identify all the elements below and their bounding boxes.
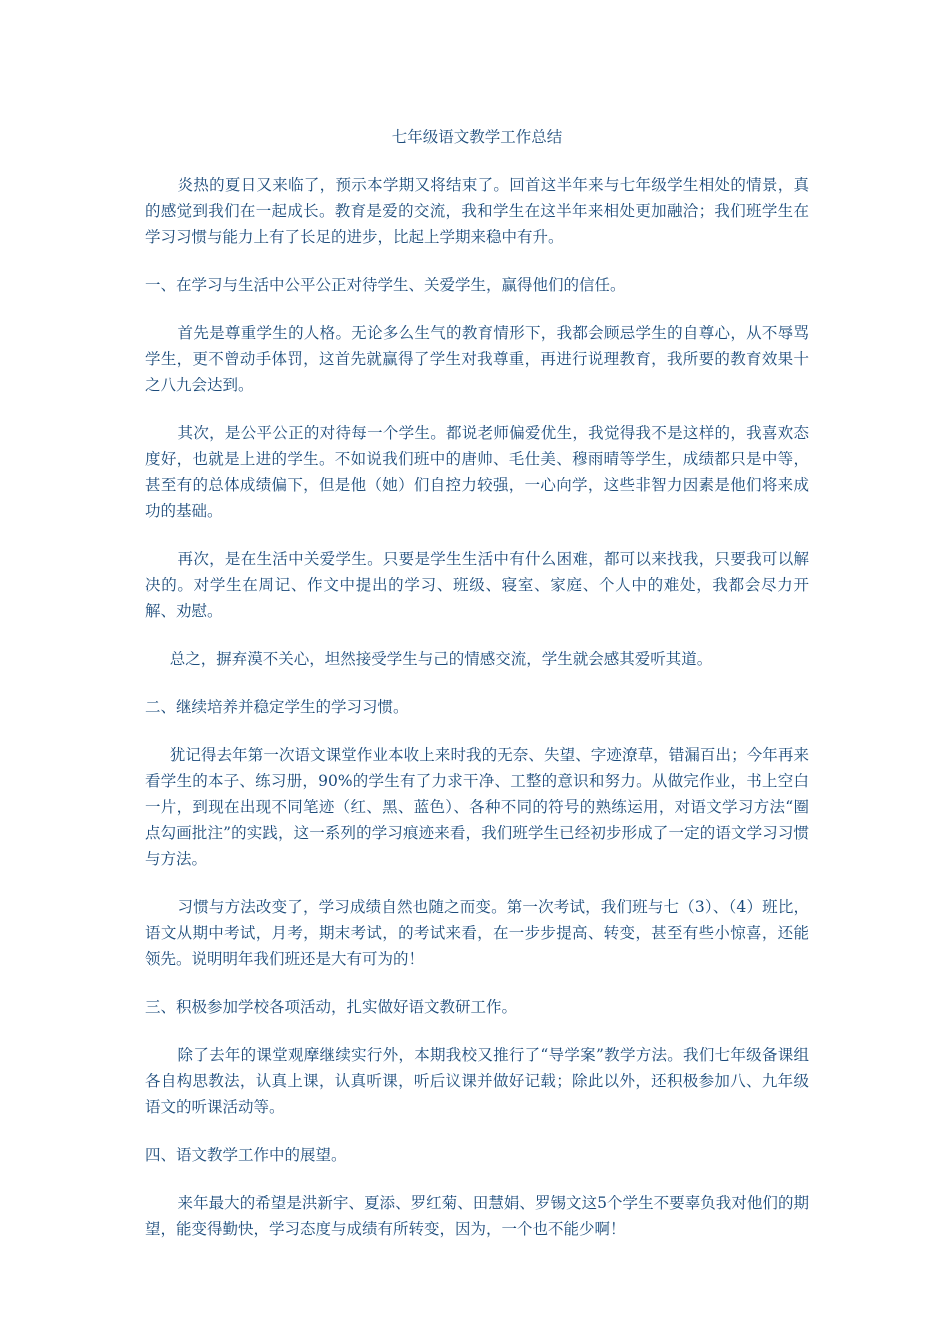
section-4-paragraph-1: 来年最大的希望是洪新宇、夏添、罗红菊、田慧娟、罗锡文这5个学生不要辜负我对他们的期望，能变得勤快，学习态度与成绩有所转变，因为，一个也不能少啊！	[145, 1194, 809, 1238]
section-3-heading: 三、积极参加学校各项活动，扎实做好语文教研工作。	[145, 998, 518, 1016]
section-1-paragraph-1: 首先是尊重学生的人格。无论多么生气的教育情形下，我都会顾忌学生的自尊心，从不辱骂学生，更不曾动手体罚，这首先就赢得了学生对我尊重，再进行说理教育，我所要的教育效果十之八九会达到。	[145, 324, 809, 394]
intro-paragraph: 炎热的夏日又来临了，预示本学期又将结束了。回首这半年来与七年级学生相处的情景，真的感觉到我们在一起成长。教育是爱的交流，我和学生在这半年来相处更加融洽；我们班学生在学习习惯与能力上有了长足的进步，比起上学期来稳中有升。	[145, 176, 809, 246]
section-2-heading: 二、继续培养并稳定学生的学习习惯。	[145, 698, 409, 716]
section-1-heading: 一、在学习与生活中公平公正对待学生、关爱学生，赢得他们的信任。	[145, 276, 626, 294]
section-1-paragraph-2: 其次，是公平公正的对待每一个学生。都说老师偏爱优生，我觉得我不是这样的，我喜欢态度好，也就是上进的学生。不如说我们班中的唐帅、毛仕美、穆雨晴等学生，成绩都只是中等，甚至有的总体成绩偏下，但是他（她）们自控力较强，一心向学，这些非智力因素是他们将来成功的基础。	[145, 424, 809, 520]
section-2-paragraph-2: 习惯与方法改变了，学习成绩自然也随之而变。第一次考试，我们班与七（3）、（4）班比，语文从期中考试，月考，期末考试，的考试来看，在一步步提高、转变，甚至有些小惊喜，还能领先。说明明年我们班还是大有可为的！	[145, 898, 809, 968]
document-page	[145, 124, 809, 1264]
section-3-paragraph-1: 除了去年的课堂观摩继续实行外，本期我校又推行了“导学案”教学方法。我们七年级备课组各自构思教法，认真上课，认真听课，听后议课并做好记载；除此以外，还积极参加八、九年级语文的听课活动等。	[145, 1046, 809, 1116]
section-1-paragraph-3: 再次，是在生活中关爱学生。只要是学生生活中有什么困难，都可以来找我，只要我可以解决的。对学生在周记、作文中提出的学习、班级、寝室、家庭、个人中的难处，我都会尽力开解、劝慰。	[145, 550, 809, 620]
section-2-paragraph-1: 犹记得去年第一次语文课堂作业本收上来时我的无奈、失望、字迹潦草，错漏百出；今年再来看学生的本子、练习册，90%的学生有了力求干净、工整的意识和努力。从做完作业，书上空白一片，到现在出现不同笔迹（红、黑、蓝色）、各种不同的符号的熟练运用，对语文学习方法“圈点勾画批注”的实践，这一系列的学习痕迹来看，我们班学生已经初步形成了一定的语文学习习惯与方法。	[145, 746, 809, 868]
section-4-heading: 四、语文教学工作中的展望。	[145, 1146, 347, 1164]
section-1-paragraph-4: 总之，摒弃漠不关心，坦然接受学生与己的情感交流，学生就会感其爱听其道。	[169, 650, 713, 668]
document-title: 七年级语文教学工作总结	[391, 128, 563, 146]
